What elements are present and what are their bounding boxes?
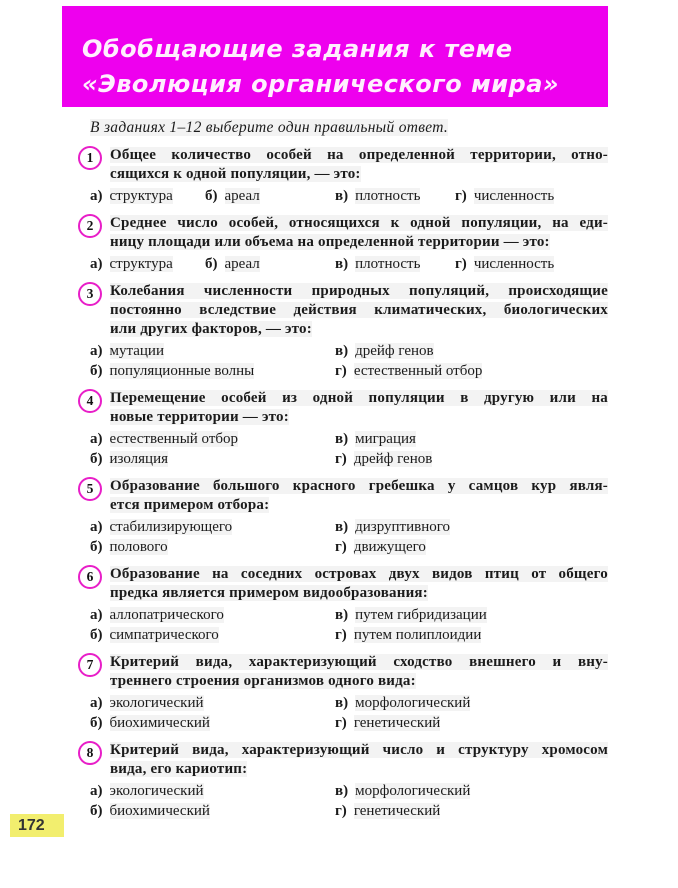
answer-option-label: г): [335, 539, 347, 555]
question-text-line: [110, 760, 608, 779]
question-text-line: [110, 233, 608, 252]
answer-option-text: численность: [473, 256, 555, 272]
answer-option-label: г): [335, 451, 347, 467]
answer-option-text: стабилизирующего: [109, 519, 233, 535]
question-text-span: Критерий вида, характеризующий число и структуру хромосом: [110, 742, 608, 758]
answer-option[interactable]: [90, 801, 335, 821]
answer-option-label: в): [335, 431, 349, 447]
answer-option-label: б): [90, 803, 103, 819]
answer-option-label: б): [205, 256, 218, 272]
answer-option[interactable]: [335, 361, 608, 381]
answer-option-text: дрейф генов: [355, 343, 434, 359]
question: [80, 389, 608, 469]
question: [80, 282, 608, 381]
answer-options: [80, 186, 608, 206]
question-text: [80, 477, 608, 515]
question: [80, 214, 608, 274]
questions-list: [80, 146, 608, 829]
answer-option-text: плотность: [355, 256, 421, 272]
question-text-span: Среднее число особей, относящихся к одной популяции, на еди-: [110, 215, 608, 231]
question-text-span: ется примером отбора:: [110, 497, 270, 513]
answer-option-label: б): [90, 451, 103, 467]
answer-option-text: генетический: [353, 803, 441, 819]
question-text-line: [110, 496, 608, 515]
answer-option[interactable]: [335, 186, 455, 206]
answer-option-label: в): [335, 343, 349, 359]
answer-options: [80, 693, 608, 733]
question-text: [80, 741, 608, 779]
question-text-span: или других факторов, — это:: [110, 321, 312, 337]
question-text-span: Образование на соседних островах двух видов птиц от общего: [110, 566, 608, 582]
answer-option-text: изоляция: [109, 451, 169, 467]
answer-option[interactable]: [455, 254, 608, 274]
answer-option[interactable]: [90, 429, 335, 449]
answer-option-label: а): [90, 431, 103, 447]
question-text-span: новые территории — это:: [110, 409, 289, 425]
answer-option-label: б): [90, 539, 103, 555]
question-number-badge: 6: [78, 565, 102, 589]
question-number-badge: 7: [78, 653, 102, 677]
answer-option-text: дизруптивного: [355, 519, 450, 535]
answer-option-text: аллопатрического: [109, 607, 224, 623]
answer-option-text: популяционные волны: [109, 363, 255, 379]
answer-option-label: г): [335, 803, 347, 819]
question-text: [80, 282, 608, 339]
banner-title-line1: Обобщающие задания к теме: [82, 35, 513, 63]
answer-option-text: плотность: [355, 188, 421, 204]
question-text-line: [110, 282, 608, 301]
answer-option-text: естественный отбор: [109, 431, 239, 447]
question-text-line: [110, 301, 608, 320]
question-text-span: вида, его кариотип:: [110, 761, 248, 777]
answer-options: [80, 341, 608, 381]
answer-option[interactable]: [335, 429, 608, 449]
answer-option-label: а): [90, 519, 103, 535]
question-text-span: предка является примером видообразования:: [110, 585, 428, 601]
answer-option-label: г): [335, 715, 347, 731]
question-text-span: сящихся к одной популяции, — это:: [110, 166, 361, 182]
answer-option-text: симпатрического: [109, 627, 219, 643]
question-text-line: [110, 741, 608, 760]
instructions-text: В заданиях 1–12 выберите один правильный ответ.: [90, 119, 449, 136]
answer-option-label: а): [90, 695, 103, 711]
chapter-title-banner: [62, 6, 608, 107]
answer-option-text: биохимический: [109, 803, 210, 819]
answer-option-label: а): [90, 188, 103, 204]
answer-option[interactable]: [90, 605, 335, 625]
answer-option[interactable]: [90, 517, 335, 537]
question-number-badge: 5: [78, 477, 102, 501]
answer-option-text: экологический: [109, 695, 204, 711]
answer-option-label: в): [335, 519, 349, 535]
answer-option[interactable]: [335, 625, 608, 645]
answer-option[interactable]: [90, 781, 335, 801]
question-text-line: [110, 565, 608, 584]
answer-option[interactable]: [335, 517, 608, 537]
answer-option-label: б): [205, 188, 218, 204]
answer-option[interactable]: [90, 625, 335, 645]
answer-option[interactable]: [335, 605, 608, 625]
question-number-badge: 2: [78, 214, 102, 238]
answer-option-text: биохимический: [109, 715, 210, 731]
question-text: [80, 565, 608, 603]
answer-option-text: морфологический: [355, 783, 471, 799]
answer-option-text: движущего: [353, 539, 426, 555]
banner-title-line2: «Эволюция органического мира»: [82, 70, 560, 98]
answer-option-label: а): [90, 256, 103, 272]
question-text: [80, 653, 608, 691]
question-text-span: ницу площади или объема на определенной территории — это:: [110, 234, 550, 250]
answer-options: [80, 429, 608, 469]
question-text: [80, 214, 608, 252]
answer-option[interactable]: [335, 713, 608, 733]
answer-options: [80, 781, 608, 821]
answer-option[interactable]: [205, 254, 335, 274]
answer-option[interactable]: [335, 801, 608, 821]
answer-options: [80, 254, 608, 274]
answer-option-text: путем гибридизации: [355, 607, 487, 623]
answer-options: [80, 605, 608, 645]
answer-option[interactable]: [335, 537, 608, 557]
page-number: 172: [10, 814, 64, 837]
answer-option-label: г): [455, 188, 467, 204]
answer-option[interactable]: [90, 713, 335, 733]
answer-option[interactable]: [335, 693, 608, 713]
answer-option-label: в): [335, 783, 349, 799]
answer-option[interactable]: [90, 537, 335, 557]
answer-option-text: ареал: [224, 256, 260, 272]
answer-option-label: в): [335, 607, 349, 623]
question-text-line: [110, 584, 608, 603]
question-number-badge: 3: [78, 282, 102, 306]
question-text-line: [110, 146, 608, 165]
answer-option-label: б): [90, 363, 103, 379]
answer-option-label: б): [90, 715, 103, 731]
question-text-span: треннего строения организмов одного вида:: [110, 673, 416, 689]
answer-option-text: морфологический: [355, 695, 471, 711]
question-text: [80, 389, 608, 427]
answer-option-text: экологический: [109, 783, 204, 799]
answer-option[interactable]: [90, 186, 205, 206]
question: [80, 146, 608, 206]
question: [80, 477, 608, 557]
answer-option-label: в): [335, 256, 349, 272]
answer-option-text: ареал: [224, 188, 260, 204]
answer-option-label: б): [90, 627, 103, 643]
answer-option-label: в): [335, 188, 349, 204]
question-number-badge: 4: [78, 389, 102, 413]
answer-option[interactable]: [90, 254, 205, 274]
question-text-line: [110, 320, 608, 339]
answer-option-text: генетический: [353, 715, 441, 731]
answer-option-label: а): [90, 783, 103, 799]
answer-option-text: структура: [109, 188, 173, 204]
answer-option-label: г): [455, 256, 467, 272]
answer-option[interactable]: [335, 341, 608, 361]
answer-option[interactable]: [335, 449, 608, 469]
answer-option[interactable]: [90, 361, 335, 381]
answer-option[interactable]: [90, 693, 335, 713]
question-text-span: Критерий вида, характеризующий сходство внешнего и вну-: [110, 654, 608, 670]
answer-option-label: г): [335, 363, 347, 379]
question: [80, 741, 608, 821]
answer-option-text: естественный отбор: [353, 363, 483, 379]
question-text-line: [110, 214, 608, 233]
question-text-span: Перемещение особей из одной популяции в другую или на: [110, 390, 608, 406]
question-number-badge: 8: [78, 741, 102, 765]
answer-option-text: структура: [109, 256, 173, 272]
answer-option[interactable]: [335, 254, 455, 274]
question-text-line: [110, 165, 608, 184]
question-text-line: [110, 672, 608, 691]
answer-option-label: а): [90, 607, 103, 623]
question-text-line: [110, 389, 608, 408]
answer-option-text: численность: [473, 188, 555, 204]
answer-option-text: путем полиплоидии: [353, 627, 482, 643]
question-number-badge: 1: [78, 146, 102, 170]
answer-option-text: мутации: [109, 343, 164, 359]
question-text-line: [110, 408, 608, 427]
question-text: [80, 146, 608, 184]
question-text-span: постоянно вследствие действия климатических, биологических: [110, 302, 608, 318]
question-text-span: Образование большого красного гребешка у самцов кур явля-: [110, 478, 608, 494]
answer-option[interactable]: [90, 449, 335, 469]
answer-option-text: дрейф генов: [353, 451, 433, 467]
answer-option[interactable]: [335, 781, 608, 801]
question-text-span: Колебания численности природных популяций, происходящие: [110, 283, 608, 299]
answer-option[interactable]: [205, 186, 335, 206]
question-text-line: [110, 477, 608, 496]
answer-option-label: а): [90, 343, 103, 359]
answer-option-label: в): [335, 695, 349, 711]
answer-option-label: г): [335, 627, 347, 643]
answer-option[interactable]: [90, 341, 335, 361]
answer-option-text: миграция: [355, 431, 416, 447]
answer-option-text: полового: [109, 539, 168, 555]
question-text-span: Общее количество особей на определенной территории, отно-: [110, 147, 608, 163]
question-text-line: [110, 653, 608, 672]
answer-option[interactable]: [455, 186, 608, 206]
question: [80, 653, 608, 733]
answer-options: [80, 517, 608, 557]
question: [80, 565, 608, 645]
